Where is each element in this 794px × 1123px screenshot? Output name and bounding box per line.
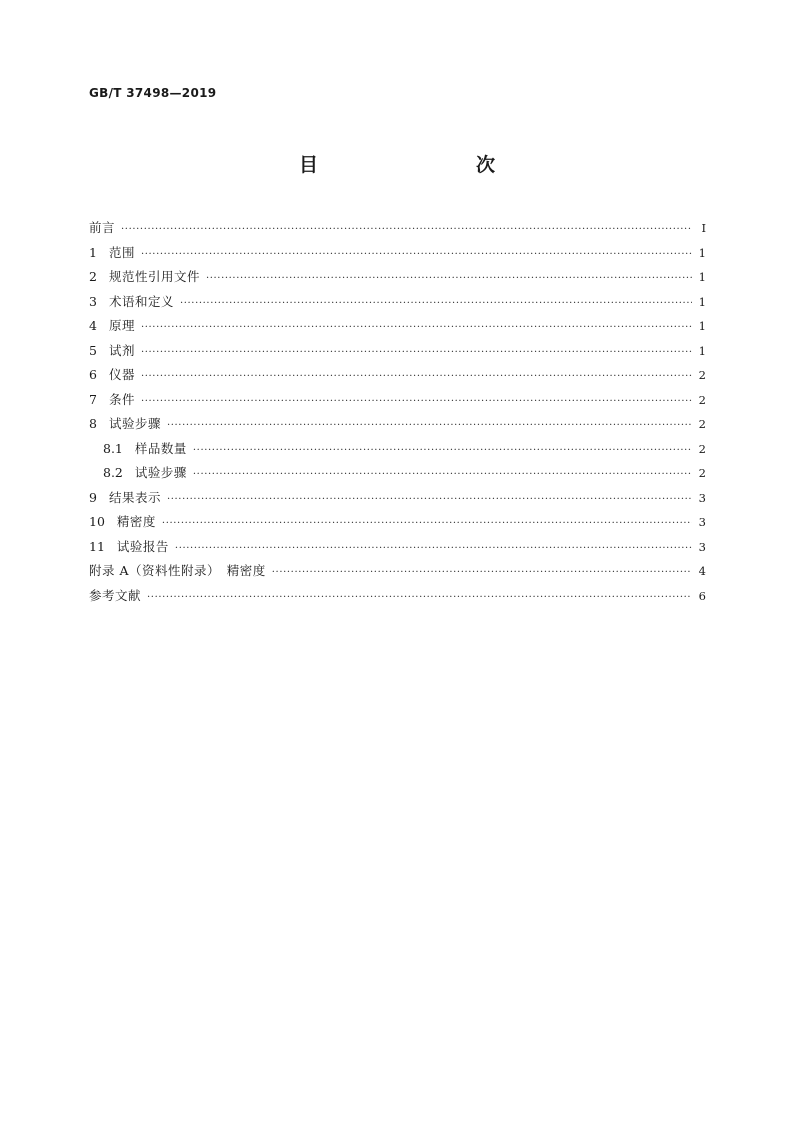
dot-leader [272,561,692,586]
toc-entry-4[interactable] [89,314,706,339]
toc-entry-title: 范围 [108,244,135,260]
toc-entry-10[interactable] [89,510,706,535]
toc-entry-number: 10 [89,514,105,529]
toc-entry-8-2[interactable] [89,461,706,486]
toc-entry-number: 8 [89,416,97,431]
toc-entry-page: 2 [698,368,706,382]
toc-entry-page: 1 [698,270,706,284]
toc-entry-page: 6 [698,588,706,603]
toc-entry-number: 5 [89,342,97,358]
dot-leader [167,414,692,439]
toc-entry-6[interactable] [89,363,706,388]
toc-entry-9[interactable] [89,486,706,511]
dot-leader [141,390,692,415]
toc-entry-11[interactable] [89,535,706,560]
toc-entry-2[interactable] [89,265,706,290]
toc-entry-appendix-a[interactable] [89,559,706,584]
toc-entry-title: 前言 [89,220,116,235]
toc-entry-page: 3 [698,539,706,554]
toc-entry-number: 2 [89,269,97,284]
dot-leader [167,488,692,513]
dot-leader [121,218,692,243]
toc-entry-title: 参考文献 [89,587,142,603]
dot-leader [175,537,692,562]
toc-entry-title: 试验步骤 [134,465,187,480]
table-of-contents [89,216,706,608]
dot-leader [141,365,692,390]
toc-entry-title: 附录 A（资料性附录） 精密度 [89,563,266,578]
toc-entry-page: 1 [698,343,706,358]
dot-leader [141,243,692,268]
toc-entry-number: 8.1 [103,440,123,456]
toc-entry-title: 条件 [108,391,135,407]
toc-entry-title: 样品数量 [134,440,187,456]
toc-entry-page: 1 [698,294,706,309]
toc-entry-page: 4 [698,564,706,578]
toc-entry-page: Ⅰ [701,221,706,235]
toc-entry-1[interactable] [89,241,706,266]
toc-entry-page: 3 [698,490,706,505]
toc-entry-number: 11 [89,538,105,554]
toc-entry-number: 1 [89,244,97,260]
toc-entry-3[interactable] [89,290,706,315]
toc-entry-number: 8.2 [103,465,123,480]
dot-leader [180,292,692,317]
toc-heading: 目 次 [298,154,535,176]
dot-leader [193,463,692,488]
toc-entry-page: 2 [698,392,706,407]
toc-entry-page: 1 [698,319,706,333]
toc-entry-references[interactable] [89,584,706,609]
toc-entry-page: 1 [698,245,706,260]
toc-entry-title: 规范性引用文件 [108,269,200,284]
toc-entry-8[interactable] [89,412,706,437]
dot-leader [206,267,692,292]
toc-entry-title: 试验报告 [116,538,169,554]
toc-entry-foreword[interactable] [89,216,706,241]
toc-entry-number: 4 [89,318,97,333]
toc-entry-number: 7 [89,391,97,407]
toc-entry-title: 试剂 [108,342,135,358]
dot-leader [141,341,692,366]
toc-entry-7[interactable] [89,388,706,413]
toc-entry-page: 3 [698,515,706,529]
toc-entry-title: 结果表示 [108,489,161,505]
toc-entry-title: 术语和定义 [108,293,174,309]
toc-entry-title: 仪器 [108,367,135,382]
toc-entry-title: 试验步骤 [108,416,161,431]
toc-entry-number: 6 [89,367,97,382]
toc-entry-number: 9 [89,489,97,505]
dot-leader [162,512,692,537]
standard-code: GB/T 37498—2019 [89,86,217,100]
toc-entry-title: 原理 [108,318,135,333]
dot-leader [141,316,692,341]
toc-entry-title: 精密度 [116,514,156,529]
toc-entry-8-1[interactable] [89,437,706,462]
toc-entry-page: 2 [698,466,706,480]
dot-leader [147,586,692,611]
toc-entry-number: 3 [89,293,97,309]
toc-entry-5[interactable] [89,339,706,364]
dot-leader [193,439,692,464]
toc-entry-page: 2 [698,417,706,431]
toc-entry-page: 2 [698,441,706,456]
